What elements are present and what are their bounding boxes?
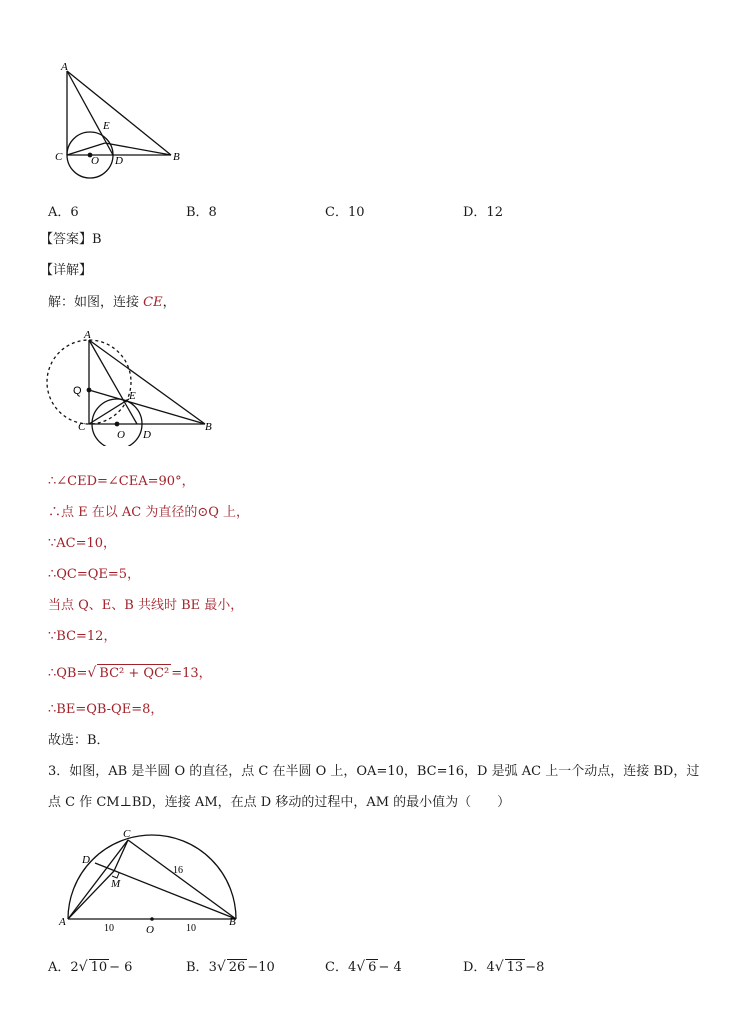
q2-option-a[interactable]: A．6 bbox=[48, 205, 79, 220]
fig2-label-d: D bbox=[143, 429, 151, 441]
fig3-label-b: B bbox=[229, 916, 236, 928]
step-8: ∴BE=QB-QE=8， bbox=[48, 702, 164, 717]
fig2-label-a: A bbox=[84, 329, 91, 341]
q3-option-a-suffix: − 6 bbox=[109, 960, 133, 975]
q3-option-b-coef: 3 bbox=[208, 960, 217, 975]
q3-option-b[interactable]: B．3√ 26 −10 bbox=[186, 959, 275, 975]
q3-option-c[interactable]: C．4√ 6 − 4 bbox=[325, 959, 402, 975]
figure-2 bbox=[45, 326, 220, 446]
fig1-segment-ad bbox=[67, 71, 113, 155]
step-2: ∴点 E 在以 AC 为直径的⊙Q 上， bbox=[48, 505, 250, 520]
answer-label: 【答案】 bbox=[40, 232, 93, 247]
q3-option-a-coef: 2 bbox=[70, 960, 79, 975]
fig3-label-m: M bbox=[111, 878, 121, 890]
fig1-segment-eb bbox=[105, 143, 171, 155]
solution-intro bbox=[48, 294, 176, 312]
step-6: ∵BC=12， bbox=[48, 629, 117, 644]
fig3-label-a: A bbox=[59, 916, 66, 928]
q3-option-d-coef: 4 bbox=[486, 960, 495, 975]
q2-option-d[interactable]: D．12 bbox=[463, 205, 503, 220]
conclusion: 故选：B． bbox=[48, 733, 110, 748]
solution-intro-text: 解：如图，连接 bbox=[48, 295, 140, 310]
q3-option-c-coef: 4 bbox=[347, 960, 357, 975]
detail-label: 【详解】 bbox=[40, 263, 93, 278]
q3-option-c-radicand: 6 bbox=[368, 960, 377, 975]
q3-option-c-suffix: − 4 bbox=[378, 960, 402, 975]
fig1-segment-ab bbox=[67, 71, 171, 155]
q3-option-b-radicand: 26 bbox=[228, 960, 246, 975]
fig3-label-10-right: 10 bbox=[186, 923, 196, 934]
fig1-label-b: B bbox=[173, 151, 180, 163]
fig2-label-c: C bbox=[78, 421, 86, 433]
fig2-label-o: O bbox=[117, 429, 125, 441]
fig1-label-c: C bbox=[55, 151, 63, 163]
fig3-center-dot bbox=[150, 917, 154, 921]
q3-option-d-radicand: 13 bbox=[506, 960, 524, 975]
fig3-semicircle bbox=[68, 835, 236, 919]
q3-option-d-suffix: −8 bbox=[525, 960, 545, 975]
fig1-label-a: A bbox=[61, 61, 68, 73]
q3-option-b-suffix: −10 bbox=[247, 960, 275, 975]
q3-option-a-radicand: 10 bbox=[90, 960, 108, 975]
q2-option-c[interactable]: C．10 bbox=[325, 205, 365, 220]
step-7-radicand: BC² + QC² bbox=[99, 666, 170, 681]
fig3-label-o: O bbox=[146, 924, 154, 935]
fig1-label-o: O bbox=[91, 155, 99, 167]
fig2-segment-qb bbox=[89, 390, 205, 424]
fig2-label-q: Q bbox=[73, 385, 82, 397]
step-3: ∵AC=10， bbox=[48, 536, 117, 551]
fig2-center-dot bbox=[115, 422, 120, 427]
q3-option-d-prefix: D． bbox=[463, 960, 487, 975]
fig1-label-d: D bbox=[115, 155, 123, 167]
step-7-prefix: ∴QB= bbox=[48, 666, 88, 681]
answer-line bbox=[40, 231, 102, 249]
figure-1 bbox=[45, 58, 195, 183]
fig3-segment-db bbox=[95, 863, 236, 919]
fig3-label-16: 16 bbox=[173, 865, 183, 876]
step-5: 当点 Q、E、B 共线时 BE 最小， bbox=[48, 598, 244, 613]
fig3-label-10-left: 10 bbox=[104, 923, 114, 934]
step-7-suffix: =13， bbox=[171, 666, 212, 681]
q3-line-1: 3．如图，AB 是半圆 O 的直径，点 C 在半圆 O 上，OA=10，BC=16，D 是弧 AC 上一个动点，连接 BD，过 bbox=[48, 764, 700, 779]
q3-line-2: 点 C 作 CM⊥BD，连接 AM，在点 D 移动的过程中，AM 的最小值为（ ） bbox=[48, 795, 511, 810]
q2-option-b[interactable]: B．8 bbox=[186, 205, 217, 220]
fig2-segment-ab bbox=[89, 340, 205, 424]
step-7: ∴QB=√ BC² + QC² =13， bbox=[48, 665, 212, 681]
fig2-label-b: B bbox=[205, 421, 212, 433]
solution-intro-var: CE bbox=[143, 295, 163, 310]
fig2-q-dot bbox=[87, 388, 92, 393]
q3-option-c-prefix: C． bbox=[325, 960, 348, 975]
q3-option-b-prefix: B． bbox=[186, 960, 209, 975]
fig1-segment-ce bbox=[67, 143, 105, 155]
step-1: ∴∠CED=∠CEA=90°， bbox=[48, 474, 195, 489]
q3-option-a[interactable]: A．2√ 10 − 6 bbox=[48, 959, 133, 975]
fig3-label-c: C bbox=[123, 828, 131, 840]
solution-intro-suffix: ， bbox=[162, 295, 176, 310]
fig2-label-e: E bbox=[129, 390, 136, 402]
step-4: ∴QC=QE=5， bbox=[48, 567, 141, 582]
q3-option-d[interactable]: D．4√ 13 −8 bbox=[463, 959, 545, 975]
fig2-segment-ad bbox=[89, 340, 137, 424]
figure-3 bbox=[55, 825, 245, 935]
fig3-segment-am bbox=[68, 871, 114, 919]
q3-option-a-prefix: A． bbox=[48, 960, 71, 975]
fig3-segment-cb bbox=[128, 840, 236, 919]
fig1-label-e: E bbox=[103, 120, 110, 132]
answer-value: B bbox=[92, 232, 102, 247]
fig3-label-d: D bbox=[82, 854, 90, 866]
